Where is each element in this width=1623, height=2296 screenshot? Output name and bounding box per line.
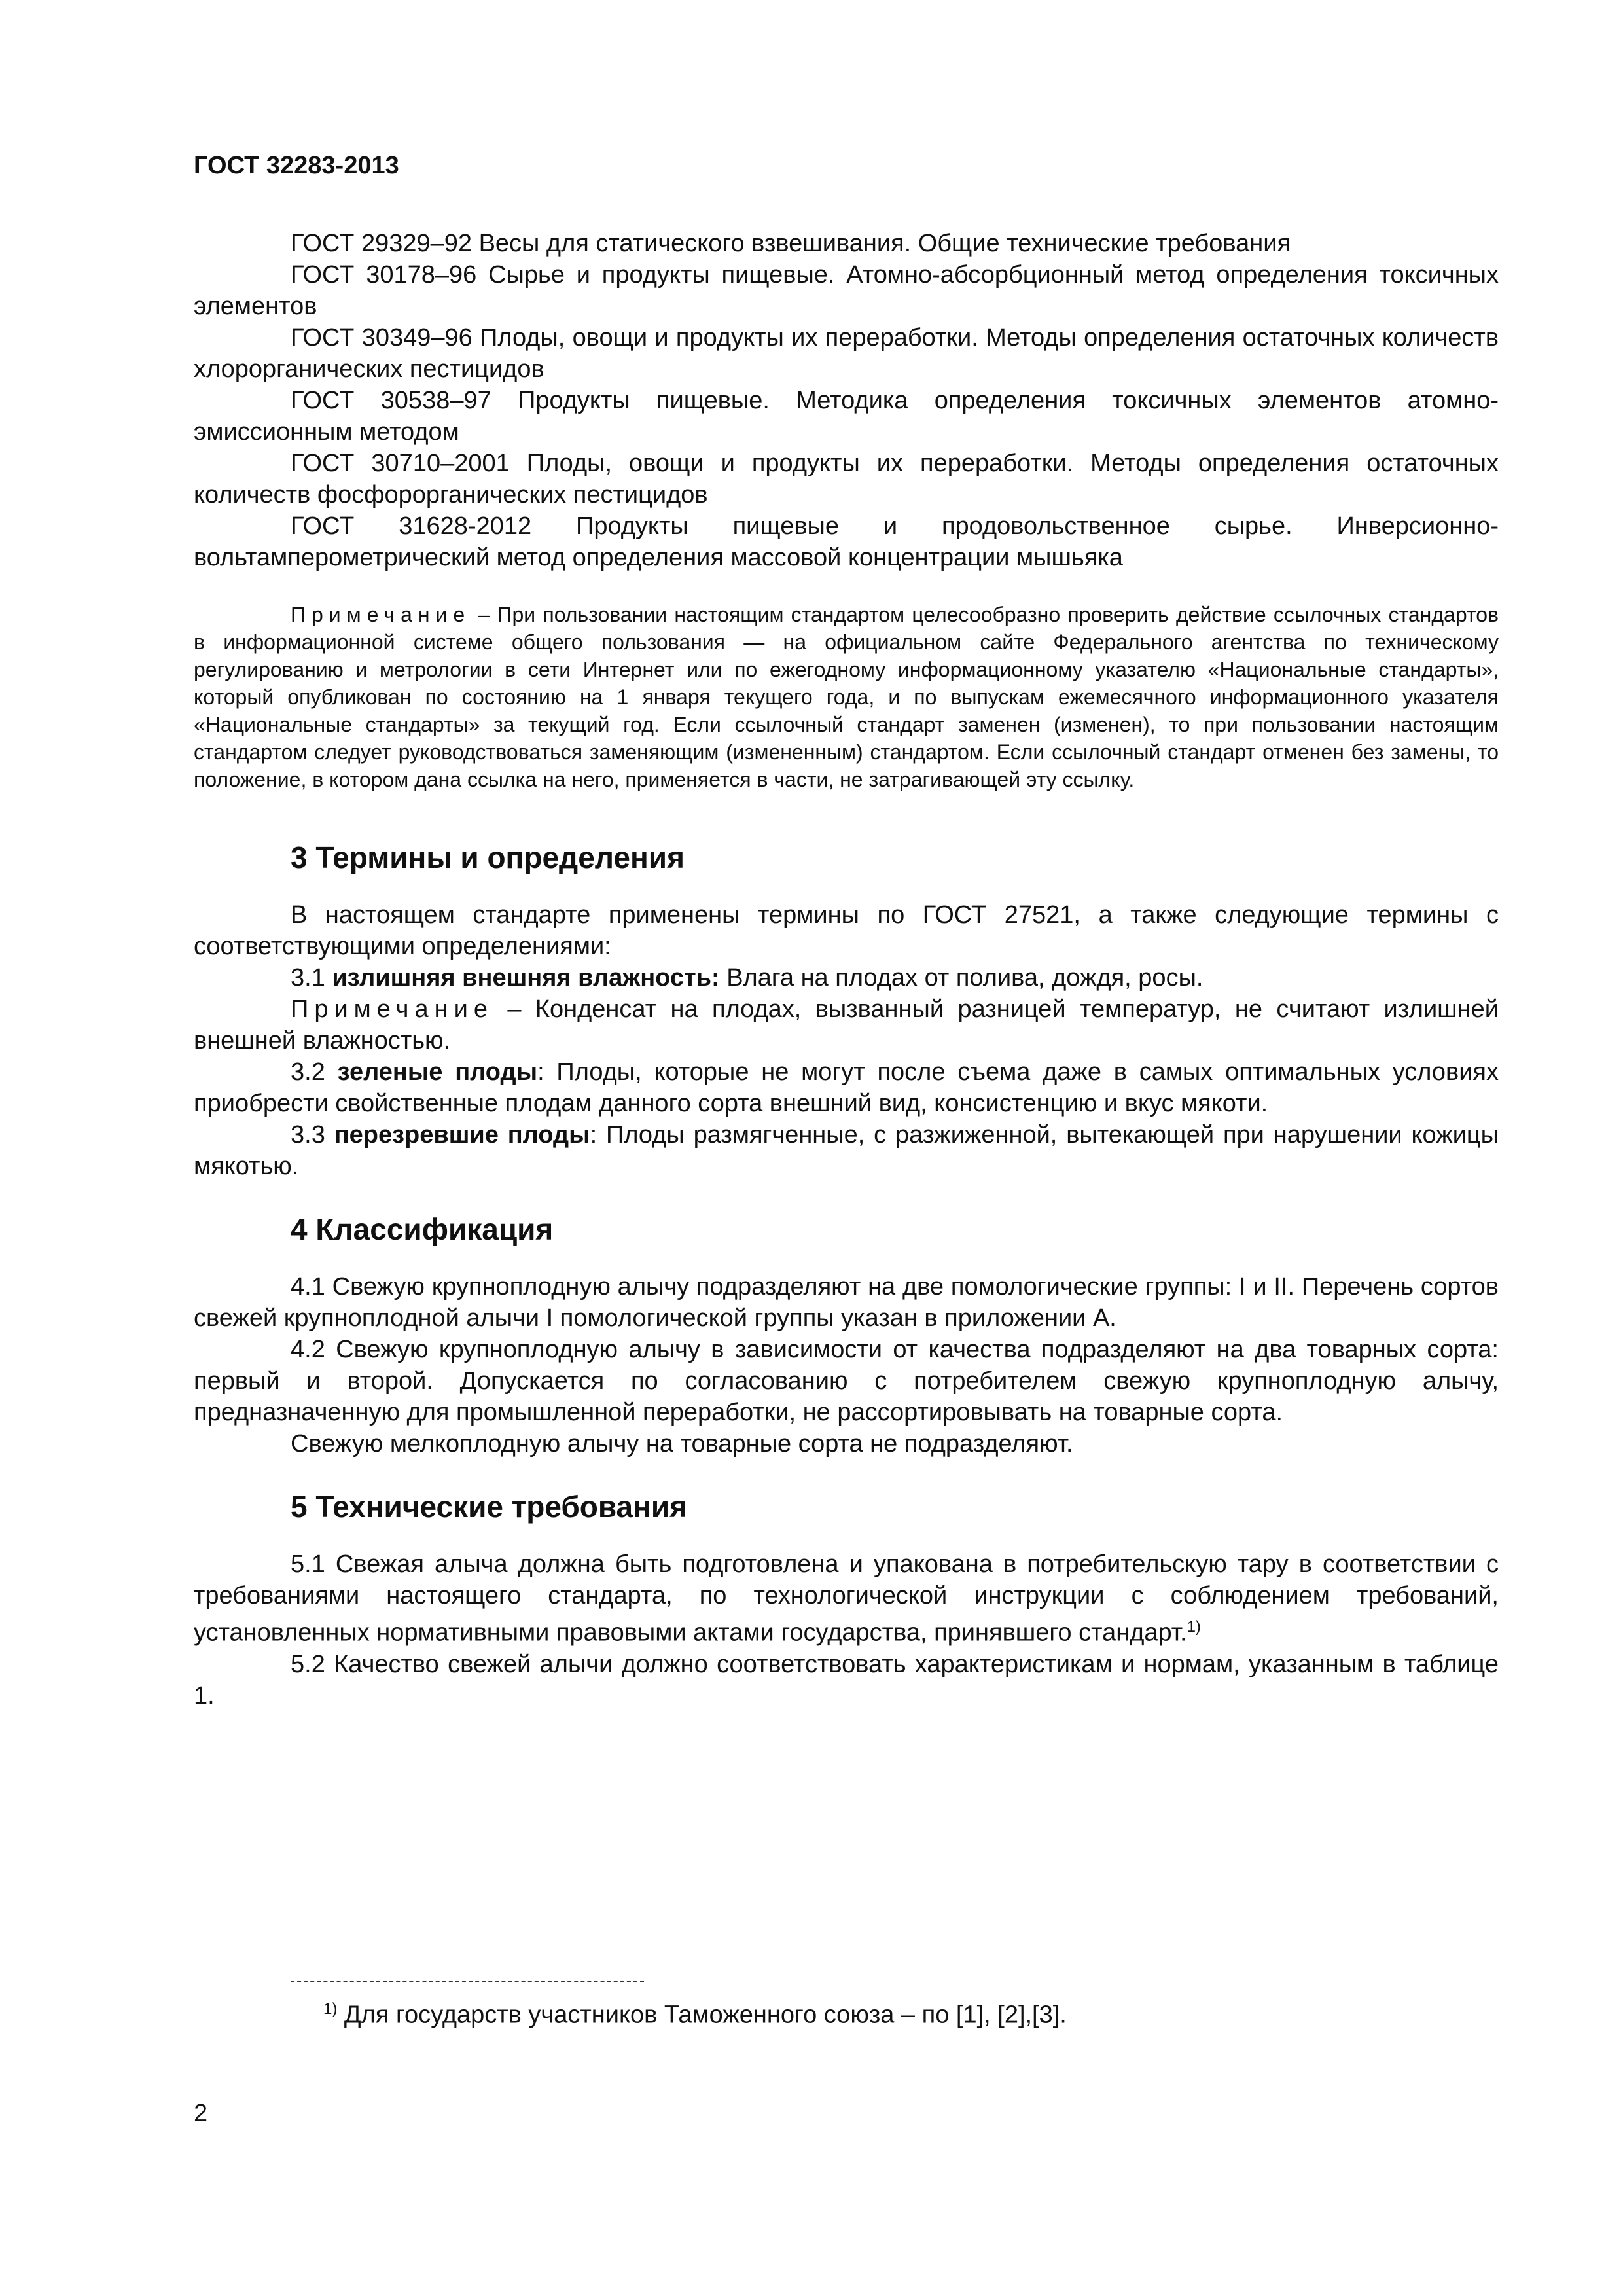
note-label: Примечание	[291, 603, 471, 626]
document-code-header: ГОСТ 32283-2013	[194, 152, 399, 179]
paragraph-5-1: 5.1 Свежая алыча должна быть подготовлена и упакована в потребительскую тару в соответствии с требованиями настоящего стандарта, по технологической инструкции с соблюдением требований, установленных нормативными правовыми актами государства, принявшего стандарт.$^{1)}$	[194, 1551, 1499, 1647]
note-label: Примечание	[291, 996, 493, 1023]
paragraph-4-2-note: Свежую мелкоплодную алычу на товарные сорта не подразделяют.	[291, 1430, 1073, 1458]
note-text: – Конденсат на плодах, вызванный разницей температур, не считают излишней внешней влажностью.	[194, 996, 1499, 1054]
term-name: перезревшие плоды	[334, 1121, 590, 1149]
term-3-1-note	[194, 994, 1499, 1056]
term-3-3: 3.3 перезревшие плоды: Плоды размягченные, с разжиженной, вытекающей при нарушении кожицы мякотью.	[194, 1121, 1499, 1180]
footnote	[323, 2000, 1067, 2030]
term-3-2: 3.2 зеленые плоды: Плоды, которые не могут после съема даже в самых оптимальных условиях приобрести свойственные плодам данного сорта внешний вид, консистенцию и вкус мякоти.	[194, 1058, 1499, 1117]
paragraph-4-2: 4.2 Свежую крупноплодную алычу в зависимости от качества подразделяют на два товарных сорта: первый и второй. Допускается по согласованию с потребителем свежую крупноплодную алычу, предназначенную для промышленной переработки, не рассортировывать на товарные сорта.	[194, 1336, 1499, 1426]
term-definition: : Плоды, которые не могут после съема даже в самых оптимальных условиях приобрести свойственные плодам данного сорта внешний вид, консистенцию и вкус мякоти.	[194, 1058, 1499, 1117]
reference-item: ГОСТ 30178–96 Сырье и продукты пищевые. Атомно-абсорбционный метод определения токсичных элементов	[194, 261, 1499, 320]
section-3-heading: 3 Термины и определения	[291, 840, 685, 874]
term-name: излишняя внешняя влажность:	[332, 964, 720, 992]
paragraph-5-2: 5.2 Качество свежей алычи должно соответствовать характеристикам и нормам, указанным в таблице 1.	[194, 1650, 1499, 1710]
footnote-reference[interactable]: 1)	[1186, 1618, 1201, 1636]
term-definition: : Плоды размягченные, с разжиженной, вытекающей при нарушении кожицы мякотью.	[194, 1121, 1499, 1180]
normative-references-list	[194, 228, 1499, 573]
footnote-text: Для государств участников Таможенного союза – по [1], [2],[3].	[337, 2001, 1067, 2029]
page-number: 2	[194, 2100, 208, 2127]
footnote-marker: 1)	[323, 2000, 338, 2018]
term-3-1: 3.1 излишняя внешняя влажность: Влага на плодах от полива, дождя, росы.	[291, 964, 1204, 992]
term-definition: Влага на плодах от полива, дождя, росы.	[719, 964, 1204, 992]
section-5-heading: 5 Технические требования	[291, 1490, 687, 1524]
document-body	[194, 228, 1499, 1712]
reference-item: ГОСТ 30349–96 Плоды, овощи и продукты их переработки. Методы определения остаточных количеств хлорорганических пестицидов	[194, 324, 1499, 383]
reference-item: ГОСТ 31628-2012 Продукты пищевые и продовольственное сырье. Инверсионно-вольтамперометрический метод определения массовой концентрации мышьяка	[194, 512, 1499, 571]
paragraph-4-1: 4.1 Свежую крупноплодную алычу подразделяют на две помологические группы: I и II. Перечень сортов свежей крупноплодной алычи I помологической группы указан в приложении А.	[194, 1273, 1499, 1332]
reference-item: ГОСТ 30538–97 Продукты пищевые. Методика определения токсичных элементов атомно-эмиссионным методом	[194, 387, 1499, 446]
reference-item: ГОСТ 30710–2001 Плоды, овощи и продукты их переработки. Методы определения остаточных количеств фосфорорганических пестицидов	[194, 450, 1499, 509]
term-name: зеленые плоды	[337, 1058, 538, 1086]
section-4-heading: 4 Классификация	[291, 1212, 554, 1246]
footnote-separator	[291, 1981, 644, 1982]
section-3-intro: В настоящем стандарте применены термины по ГОСТ 27521, а также следующие термины с соответствующими определениями:	[194, 901, 1499, 960]
reference-item: ГОСТ 29329–92 Весы для статического взвешивания. Общие технические требования	[291, 230, 1291, 257]
references-note	[194, 601, 1499, 793]
note-text: – При пользовании настоящим стандартом целесообразно проверить действие ссылочных стандартов в информационной системе общего пользования — на официальном сайте Федерального агентства по техническому регулированию и метрологии в сети Интернет или по ежегодному информационному указателю «Национальные стандарты», который опубликован по состоянию на 1 января текущего года, и по выпускам ежемесячного информационного указателя «Национальные стандарты» за текущий год. Если ссылочный стандарт заменен (изменен), то при пользовании настоящим стандартом следует руководствоваться заменяющим (измененным) стандартом. Если ссылочный стандарт отменен без замены, то положение, в котором дана ссылка на него, применяется в части, не затрагивающей эту ссылку.	[194, 603, 1499, 791]
